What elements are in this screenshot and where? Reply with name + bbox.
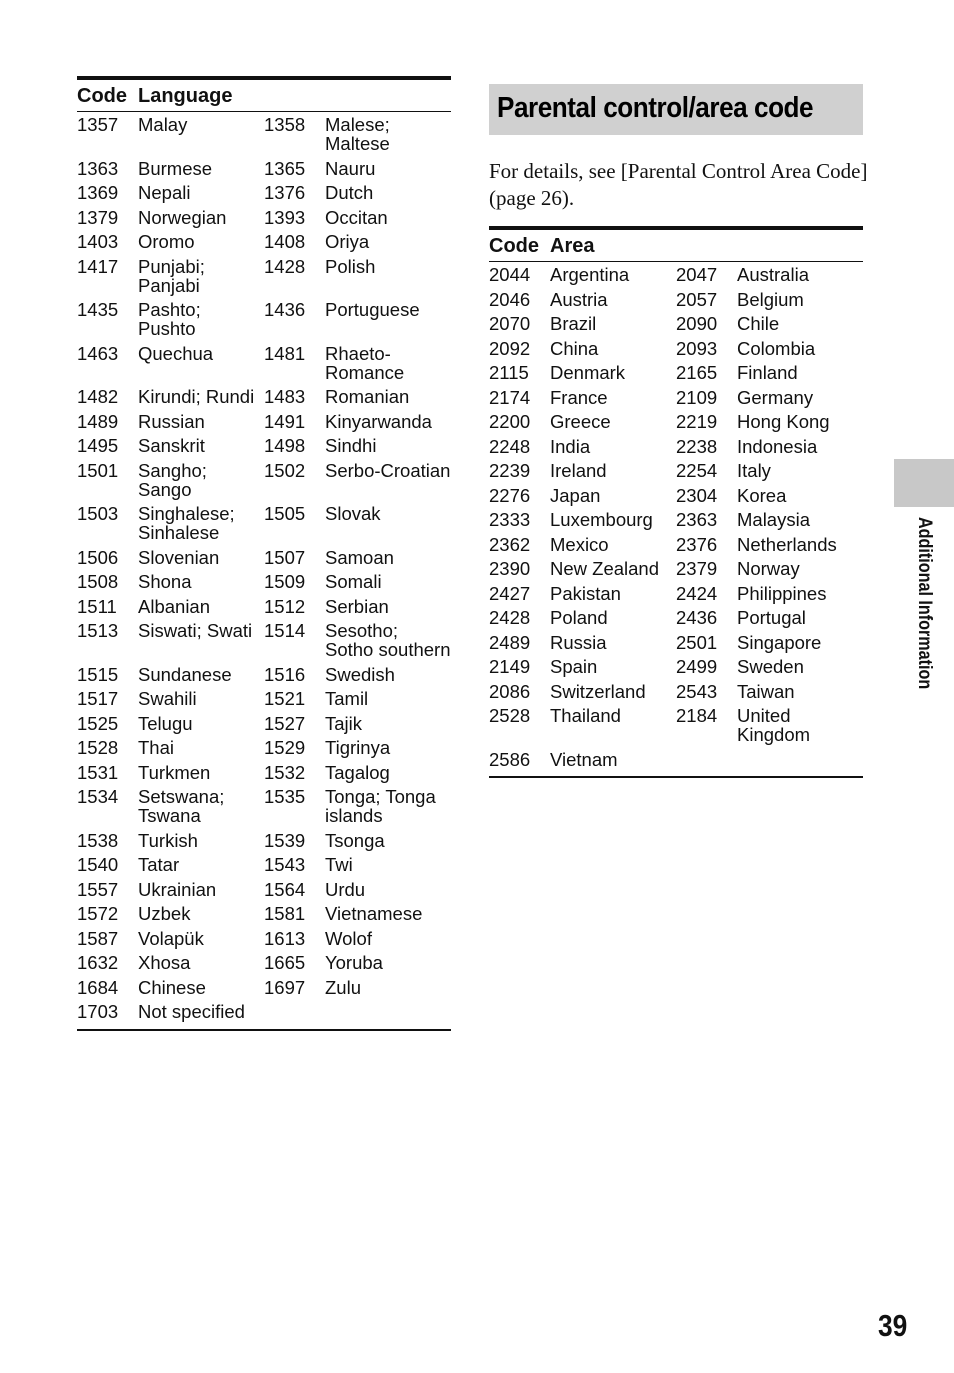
code-cell: 1557 — [77, 878, 119, 900]
code-cell: 2044 — [489, 264, 531, 285]
name-cell: Setswana; Tswana — [138, 786, 225, 826]
code-cell: 1521 — [264, 688, 306, 709]
code-cell: 2489 — [489, 631, 531, 653]
name-cell: Urdu — [325, 878, 366, 900]
name-cell: Serbo-Croatian — [325, 459, 451, 481]
name-cell: Thai — [138, 737, 174, 758]
code-cell: 2248 — [489, 435, 531, 457]
name-cell: Punjabi; Panjabi — [138, 255, 205, 296]
code-cell: 2149 — [489, 656, 531, 677]
code-cell: 1511 — [77, 595, 117, 617]
code-cell: 2586 — [489, 748, 531, 770]
name-cell: Oriya — [325, 231, 370, 252]
name-cell: Kirundi; Rundi — [138, 386, 255, 407]
code-cell: 1517 — [77, 688, 119, 709]
code-cell: 1506 — [77, 546, 119, 568]
table-row — [77, 385, 451, 410]
name-cell: Pashto; Pushto — [138, 299, 201, 339]
code-cell: 1703 — [77, 1001, 119, 1022]
code-cell: 2390 — [489, 558, 531, 579]
name-cell: Polish — [325, 255, 376, 277]
name-cell: Burmese — [138, 157, 213, 179]
name-cell: Norwegian — [138, 206, 227, 228]
name-cell: Portuguese — [325, 299, 420, 320]
section-intro: For details, see [Parental Control Area Code] (page 26). — [489, 159, 868, 210]
code-cell: 1403 — [77, 231, 119, 252]
name-cell: Romanian — [325, 386, 410, 407]
name-cell: Rhaeto-Romance — [325, 342, 405, 383]
name-cell: Xhosa — [138, 952, 191, 973]
table-row — [77, 1000, 451, 1025]
name-cell: Sindhi — [325, 435, 377, 456]
code-cell: 1417 — [77, 255, 119, 277]
code-cell: 1527 — [264, 712, 306, 734]
name-cell: Netherlands — [737, 533, 837, 555]
table-row — [77, 902, 451, 927]
table-row — [77, 976, 451, 1001]
code-cell: 2057 — [676, 288, 718, 310]
name-cell: Occitan — [325, 206, 388, 228]
code-cell: 1363 — [77, 157, 119, 179]
code-cell: 2379 — [676, 558, 718, 579]
table-row — [489, 410, 863, 435]
table-row — [77, 687, 451, 712]
code-cell: 1564 — [264, 878, 306, 900]
header-language: Language — [138, 85, 233, 107]
code-cell: 1365 — [264, 157, 306, 179]
name-cell: Serbian — [325, 595, 389, 617]
code-cell: 2184 — [676, 705, 718, 726]
table-row — [77, 342, 451, 386]
code-cell: 1572 — [77, 903, 119, 924]
code-cell: 1632 — [77, 952, 119, 973]
code-cell: 1505 — [264, 503, 306, 524]
table-row — [77, 157, 451, 182]
code-cell: 1665 — [264, 952, 306, 973]
name-cell: Austria — [550, 288, 608, 310]
table-row — [77, 230, 451, 255]
table-row — [489, 386, 863, 411]
code-cell: 1508 — [77, 571, 119, 592]
code-cell: 2200 — [489, 411, 531, 432]
name-cell: Greece — [550, 411, 611, 432]
name-cell: Russia — [550, 631, 607, 653]
code-cell: 1525 — [77, 712, 119, 734]
name-cell: Japan — [550, 484, 601, 506]
name-cell: Tagalog — [325, 761, 390, 783]
code-cell: 1697 — [264, 976, 306, 998]
name-cell: Volapük — [138, 927, 204, 949]
code-cell: 1581 — [264, 903, 306, 924]
name-cell: Somali — [325, 571, 382, 592]
code-cell: 2109 — [676, 386, 718, 408]
header-code: Code — [77, 85, 127, 107]
name-cell: Philippines — [737, 582, 827, 604]
code-cell: 1513 — [77, 620, 119, 641]
name-cell: Ukrainian — [138, 878, 217, 900]
code-cell: 1435 — [77, 299, 119, 320]
table-row — [489, 655, 863, 680]
name-cell: Chinese — [138, 976, 206, 998]
name-cell: Australia — [737, 264, 809, 285]
code-cell: 2304 — [676, 484, 718, 506]
side-tab-text: Additional Information — [914, 517, 935, 690]
table-row — [77, 761, 451, 786]
code-cell: 1684 — [77, 976, 119, 998]
code-cell: 2093 — [676, 337, 718, 359]
name-cell: Sweden — [737, 656, 804, 677]
table-row — [489, 582, 863, 607]
name-cell: Ireland — [550, 460, 607, 481]
code-cell: 1491 — [264, 410, 306, 432]
code-cell: 2115 — [489, 362, 529, 383]
table-row — [77, 853, 451, 878]
code-cell: 1428 — [264, 255, 306, 277]
code-cell: 2174 — [489, 386, 531, 408]
code-cell: 2219 — [676, 411, 718, 432]
code-cell: 1408 — [264, 231, 306, 252]
code-cell: 1587 — [77, 927, 119, 949]
table-row — [77, 736, 451, 761]
table-row — [77, 663, 451, 688]
name-cell: Wolof — [325, 927, 372, 949]
name-cell: Turkish — [138, 829, 198, 851]
table-row — [77, 619, 451, 663]
name-cell: Tajik — [325, 712, 363, 734]
page-number: 39 — [878, 1308, 908, 1343]
name-cell: Indonesia — [737, 435, 818, 457]
name-cell: Colombia — [737, 337, 816, 359]
name-cell: Argentina — [550, 264, 630, 285]
code-cell: 1482 — [77, 386, 119, 407]
name-cell: Korea — [737, 484, 787, 506]
table-row — [489, 508, 863, 533]
code-cell: 1509 — [264, 571, 306, 592]
code-cell: 2424 — [676, 582, 718, 604]
code-cell: 2427 — [489, 582, 531, 604]
section-title-banner — [489, 84, 863, 135]
table-row — [489, 606, 863, 631]
name-cell: Chile — [737, 313, 780, 334]
name-cell: Samoan — [325, 546, 394, 568]
table-row — [489, 288, 863, 313]
table-row — [77, 502, 451, 546]
code-cell: 1358 — [264, 114, 306, 135]
name-cell: Malese; Maltese — [325, 114, 390, 154]
name-cell: Quechua — [138, 342, 214, 364]
name-cell: Malay — [138, 114, 188, 135]
table-row — [77, 434, 451, 459]
table-header — [77, 80, 451, 112]
name-cell: Slovak — [325, 503, 381, 524]
name-cell: France — [550, 386, 608, 408]
table-row — [77, 829, 451, 854]
name-cell: Tonga; Tonga islands — [325, 786, 436, 826]
table-row — [489, 631, 863, 656]
name-cell: Tatar — [138, 854, 180, 875]
table-row — [489, 435, 863, 460]
code-cell: 2254 — [676, 460, 718, 481]
name-cell: Norway — [737, 558, 800, 579]
name-cell: Tamil — [325, 688, 369, 709]
code-cell: 1489 — [77, 410, 119, 432]
code-cell: 1502 — [264, 459, 306, 481]
code-cell: 2276 — [489, 484, 531, 506]
table-row — [489, 263, 863, 288]
code-cell: 1540 — [77, 854, 119, 875]
name-cell: Sesotho; Sotho southern — [325, 620, 451, 660]
name-cell: Twi — [325, 854, 353, 875]
code-cell: 1501 — [77, 459, 119, 481]
table-row — [77, 113, 451, 157]
name-cell: Tigrinya — [325, 737, 391, 758]
name-cell: Vietnamese — [325, 903, 423, 924]
name-cell: Yoruba — [325, 952, 383, 973]
name-cell: Thailand — [550, 705, 621, 726]
name-cell: Turkmen — [138, 761, 211, 783]
name-cell: Albanian — [138, 595, 211, 617]
name-cell: Zulu — [325, 976, 361, 998]
name-cell: Shona — [138, 571, 192, 592]
code-cell: 1503 — [77, 503, 119, 524]
table-row — [77, 570, 451, 595]
name-cell: India — [550, 435, 591, 457]
table-row — [77, 927, 451, 952]
language-code-table — [77, 76, 451, 1031]
code-cell: 2363 — [676, 509, 718, 530]
table-row — [489, 484, 863, 509]
name-cell: Tsonga — [325, 829, 385, 851]
code-cell: 2238 — [676, 435, 718, 457]
name-cell: New Zealand — [550, 558, 660, 579]
code-cell: 1512 — [264, 595, 306, 617]
code-cell: 1532 — [264, 761, 306, 783]
code-cell: 1613 — [264, 927, 306, 949]
name-cell: Belgium — [737, 288, 804, 310]
table-row — [77, 595, 451, 620]
code-cell: 2543 — [676, 680, 718, 702]
name-cell: Dutch — [325, 182, 374, 203]
table-row — [77, 951, 451, 976]
name-cell: Luxembourg — [550, 509, 653, 530]
name-cell: Singhalese; Sinhalese — [138, 503, 235, 543]
code-cell: 1357 — [77, 114, 119, 135]
table-row — [77, 298, 451, 342]
code-cell: 1516 — [264, 663, 306, 685]
table-row — [489, 312, 863, 337]
code-cell: 2070 — [489, 313, 531, 334]
side-tab-marker — [894, 459, 954, 507]
name-cell: Germany — [737, 386, 814, 408]
code-cell: 1535 — [264, 786, 306, 807]
code-cell: 2046 — [489, 288, 531, 310]
code-cell: 2086 — [489, 680, 531, 702]
name-cell: Spain — [550, 656, 598, 677]
table-row — [77, 785, 451, 829]
table-row — [489, 704, 863, 748]
table-row — [77, 459, 451, 503]
code-cell: 1531 — [77, 761, 119, 783]
code-cell: 1483 — [264, 386, 306, 407]
code-cell: 2092 — [489, 337, 531, 359]
code-cell: 1514 — [264, 620, 306, 641]
code-cell: 1481 — [264, 342, 306, 364]
name-cell: Sundanese — [138, 663, 232, 685]
code-cell: 1538 — [77, 829, 119, 851]
table-row — [77, 546, 451, 571]
name-cell: Oromo — [138, 231, 195, 252]
area-code-table — [489, 226, 863, 778]
name-cell: Denmark — [550, 362, 626, 383]
code-cell: 2528 — [489, 705, 531, 726]
table-row — [77, 206, 451, 231]
table-row — [489, 361, 863, 386]
name-cell: Portugal — [737, 607, 806, 628]
code-cell: 1543 — [264, 854, 306, 875]
code-cell: 1379 — [77, 206, 119, 228]
code-cell: 2501 — [676, 631, 718, 653]
code-cell: 1463 — [77, 342, 119, 364]
name-cell: Swahili — [138, 688, 197, 709]
side-tab-label — [913, 517, 935, 717]
name-cell: China — [550, 337, 599, 359]
code-cell: 2090 — [676, 313, 718, 334]
name-cell: Uzbek — [138, 903, 191, 924]
code-cell: 2436 — [676, 607, 718, 628]
table-header — [489, 230, 863, 262]
name-cell: Sangho; Sango — [138, 459, 207, 500]
name-cell: Mexico — [550, 533, 609, 555]
code-cell: 2047 — [676, 264, 718, 285]
name-cell: Slovenian — [138, 546, 220, 568]
code-cell: 1369 — [77, 182, 119, 203]
name-cell: Swedish — [325, 663, 395, 685]
name-cell: Telugu — [138, 712, 193, 734]
table-row — [489, 680, 863, 705]
table-body — [489, 262, 863, 778]
name-cell: Brazil — [550, 313, 597, 334]
code-cell: 1376 — [264, 182, 306, 203]
table-row — [77, 410, 451, 435]
code-cell: 1515 — [77, 663, 119, 685]
table-row — [77, 181, 451, 206]
code-cell: 1534 — [77, 786, 119, 807]
code-cell: 1495 — [77, 435, 119, 456]
table-row — [489, 557, 863, 582]
name-cell: Sanskrit — [138, 435, 205, 456]
name-cell: Italy — [737, 460, 771, 481]
table-row — [489, 533, 863, 558]
table-row — [77, 712, 451, 737]
code-cell: 2165 — [676, 362, 718, 383]
name-cell: Not specified — [138, 1001, 245, 1022]
name-cell: Nepali — [138, 182, 191, 203]
name-cell: United Kingdom — [737, 705, 811, 745]
name-cell: Switzerland — [550, 680, 646, 702]
section-title: Parental control/area code — [497, 92, 814, 124]
name-cell: Vietnam — [550, 748, 618, 770]
name-cell: Malaysia — [737, 509, 810, 530]
name-cell: Siswati; Swati — [138, 620, 253, 641]
table-row — [489, 337, 863, 362]
table-body — [77, 112, 451, 1031]
code-cell: 1498 — [264, 435, 306, 456]
name-cell: Russian — [138, 410, 205, 432]
code-cell: 2428 — [489, 607, 531, 628]
table-row — [77, 878, 451, 903]
name-cell: Nauru — [325, 157, 376, 179]
code-cell: 1539 — [264, 829, 306, 851]
name-cell: Singapore — [737, 631, 822, 653]
code-cell: 2333 — [489, 509, 531, 530]
name-cell: Pakistan — [550, 582, 621, 604]
code-cell: 1507 — [264, 546, 306, 568]
table-row — [77, 255, 451, 299]
code-cell: 2362 — [489, 533, 531, 555]
name-cell: Kinyarwanda — [325, 410, 432, 432]
name-cell: Hong Kong — [737, 411, 830, 432]
code-cell: 1529 — [264, 737, 306, 758]
table-row — [489, 459, 863, 484]
table-row — [489, 748, 863, 773]
name-cell: Poland — [550, 607, 608, 628]
header-code: Code — [489, 235, 539, 257]
code-cell: 2376 — [676, 533, 718, 555]
code-cell: 2499 — [676, 656, 718, 677]
code-cell: 1528 — [77, 737, 119, 758]
header-area: Area — [550, 235, 595, 257]
name-cell: Finland — [737, 362, 798, 383]
code-cell: 2239 — [489, 460, 531, 481]
name-cell: Taiwan — [737, 680, 795, 702]
code-cell: 1393 — [264, 206, 306, 228]
code-cell: 1436 — [264, 299, 306, 320]
